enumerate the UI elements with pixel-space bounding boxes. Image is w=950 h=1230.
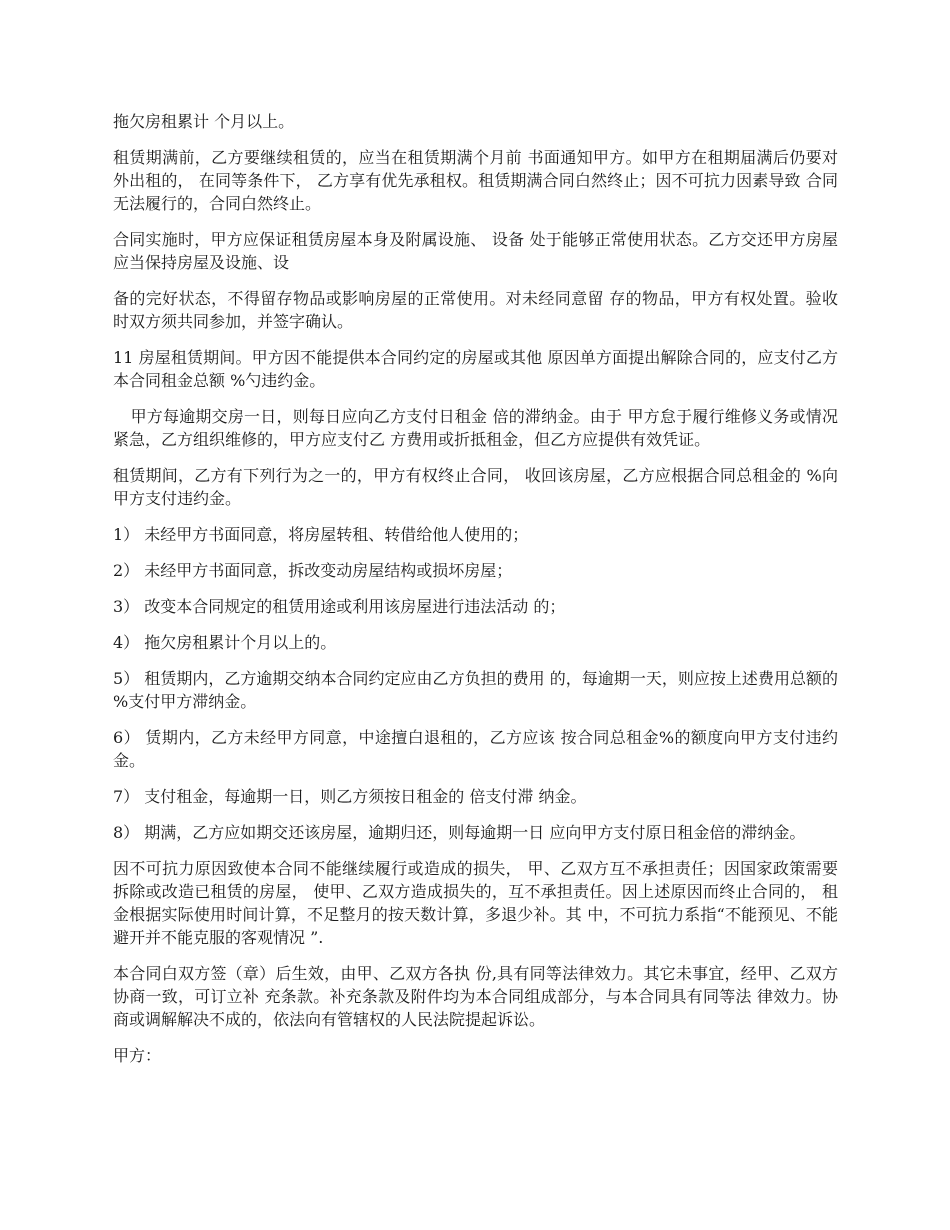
document-body — [113, 110, 838, 1080]
paragraph-termination-conditions: 租赁期间，乙方有下列行为之一的，甲方有权终止合同， 收回该房屋，乙方应根据合同总租金的 %向甲方支付违约金。 — [113, 466, 838, 508]
paragraph-clause-11: 11 房屋租赁期间。甲方因不能提供本合同约定的房屋或其他 原因单方面提出解除合同的，应支付乙方本合同租金总额 %勺违约金。 — [113, 348, 838, 390]
paragraph-rent-arrears: 拖欠房租累计 个月以上。 — [113, 112, 295, 131]
party-a-signature-label: 甲方： — [113, 1046, 162, 1065]
paragraph-lease-renewal: 租赁期满前，乙方要继续租赁的，应当在租赁期满个月前 书面通知甲方。如甲方在租期届满后仍要对外出租的， 在同等条件下， 乙方享有优先承租权。租赁期满合同白然终止；因不可抗力因素导致 合同无法履行的，合同白然终止。 — [113, 148, 838, 213]
list-item-3: 3） 改变本合同规定的租赁用途或利用该房屋进行违法活动 的； — [113, 597, 566, 616]
paragraph-force-majeure: 因不可抗力原因致使本合同不能继续履行或造成的损失， 甲、乙双方互不承担责任；因国家政策需要拆除或改造已租赁的房屋， 使甲、乙双方造成损失的，互不承担责任。因上述原因而终止合同的， 租金根据实际使用时间计算，不足整月的按天数计算，多退少补。其 中，不可抗力系指“不能预见、不能避开并不能克服的客观情况 ”. — [113, 859, 838, 947]
list-item-1: 1） 未经甲方书面同意，将房屋转租、转借给他人使用的； — [113, 525, 529, 544]
list-item-8: 8） 期满，乙方应如期交还该房屋，逾期归还，则每逾期一日 应向甲方支付原日租金倍的滞纳金。 — [113, 823, 806, 842]
list-item-5: 5） 租赁期内，乙方逾期交纳本合同约定应由乙方负担的费用 的，每逾期一天，则应按上述费用总额的 %支付甲方滞纳金。 — [113, 669, 838, 711]
paragraph-late-delivery: 甲方每逾期交房一日，则每日应向乙方支付日租金 倍的滞纳金。由于 甲方怠于履行维修义务或情况紧急，乙方组织维修的，甲方应支付乙 方费用或折抵租金，但乙方应提供有效凭证。 — [113, 407, 838, 449]
paragraph-facilities-condition: 合同实施时，甲方应保证租赁房屋本身及附属设施、 设备 处于能够正常使用状态。乙方交还甲方房屋应当保持房屋及设施、设 — [113, 230, 838, 272]
paragraph-handover-inspection: 备的完好状态，不得留存物品或影响房屋的正常使用。对未经同意留 存的物品，甲方有权处置。验收时双方须共同参加，并签字确认。 — [113, 289, 838, 331]
list-item-4: 4） 拖欠房租累计个月以上的。 — [113, 633, 337, 652]
paragraph-effectiveness: 本合同白双方签（章）后生效，由甲、乙双方各执 份,具有同等法律效力。其它未事宜，经甲、乙双方协商一致，可订立补 充条款。补充条款及附件均为本合同组成部分，与本合同具有同等法 律效力。协商或调解解决不成的，依法向有管辖权的人民法院提起诉讼。 — [113, 964, 838, 1029]
list-item-6: 6） 赁期内，乙方未经甲方同意，中途擅白退租的，乙方应该 按合同总租金%的额度向甲方支付违约金。 — [113, 728, 838, 770]
list-item-2: 2） 未经甲方书面同意，拆改变动房屋结构或损坏房屋； — [113, 561, 513, 580]
list-item-7: 7） 支付租金，每逾期一日，则乙方须按日租金的 倍支付滞 纳金。 — [113, 787, 587, 806]
